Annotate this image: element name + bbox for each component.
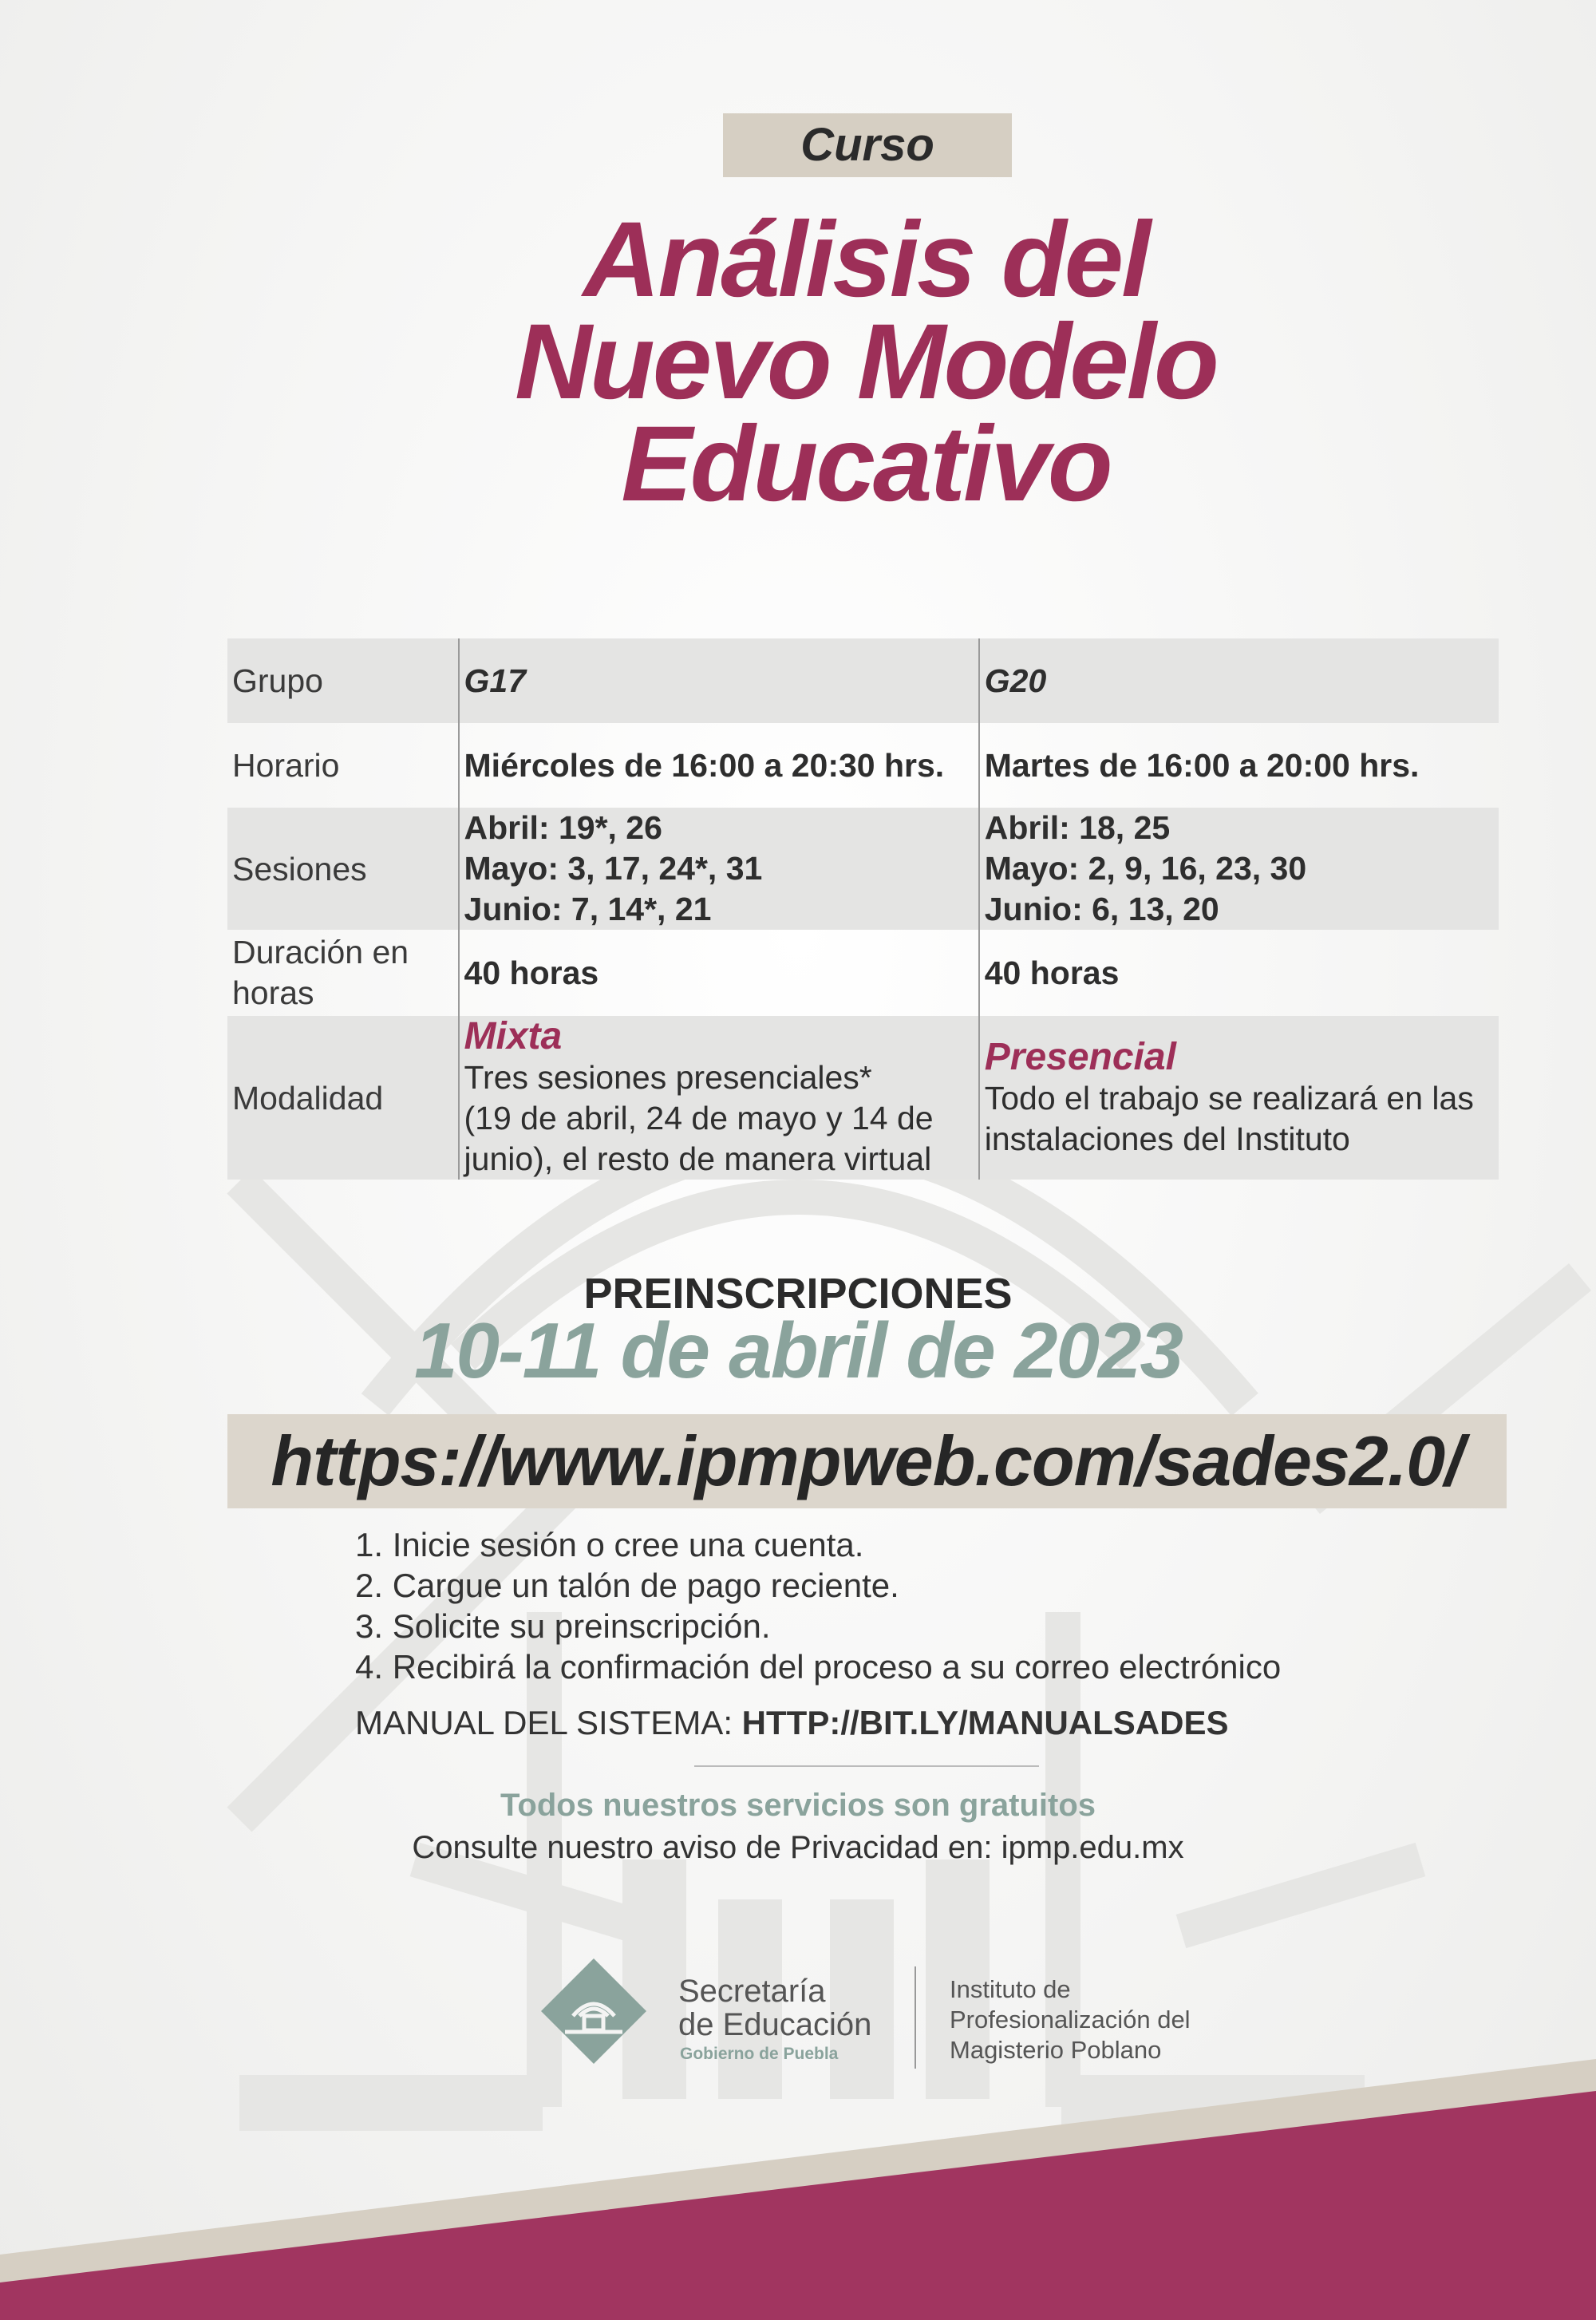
session-line: Mayo: 2, 9, 16, 23, 30: [984, 850, 1307, 887]
session-line: Abril: 18, 25: [984, 809, 1171, 846]
secretaria-line: de Educación: [678, 2007, 872, 2042]
session-line: Junio: 6, 13, 20: [984, 891, 1219, 927]
row-label-line: horas: [232, 974, 314, 1011]
session-line: Mayo: 3, 17, 24*, 31: [464, 850, 763, 887]
privacy-notice: Consulte nuestro aviso de Privacidad en: ipmp.edu.mx: [412, 1830, 1184, 1865]
modality-line: junio), el resto de manera virtual: [464, 1140, 932, 1177]
schedule-g17: Miércoles de 16:00 a 20:30 hrs.: [459, 723, 979, 808]
manual-label: MANUAL DEL SISTEMA:: [355, 1704, 742, 1741]
modality-title: Presencial: [984, 1035, 1176, 1078]
group-g20: G20: [979, 638, 1499, 723]
session-line: Junio: 7, 14*, 21: [464, 891, 712, 927]
list-item: 2. Cargue un talón de pago reciente.: [355, 1567, 899, 1604]
row-label-line: Duración en: [232, 934, 409, 970]
secretaria-line: Secretaría: [678, 1974, 826, 2009]
group-g17: G17: [459, 638, 979, 723]
title-line-3: Educativo: [621, 405, 1111, 524]
schedule-g20: Martes de 16:00 a 20:00 hrs.: [984, 746, 1420, 784]
title-line-1: Análisis del: [583, 200, 1149, 319]
title-line-2: Nuevo Modelo: [515, 302, 1217, 421]
preregistration-dates: 10-11 de abril de 2023: [414, 1306, 1182, 1394]
session-line: Abril: 19*, 26: [464, 809, 662, 846]
modality-line: Tres sesiones presenciales*: [464, 1059, 872, 1096]
list-item: 1. Inicie sesión o cree una cuenta.: [355, 1526, 864, 1563]
row-label: Grupo: [227, 638, 459, 723]
list-item: 4. Recibirá la confirmación del proceso a su correo electrónico: [355, 1648, 1282, 1686]
ipmp-line: Profesionalización del: [950, 2006, 1191, 2033]
duration-g20: 40 horas: [984, 954, 1120, 991]
ipmp-line: Instituto de: [950, 1975, 1071, 2003]
list-item: 3. Solicite su preinscripción.: [355, 1607, 771, 1645]
row-label: Modalidad: [227, 1016, 459, 1180]
duration-g17: 40 horas: [459, 930, 979, 1016]
modality-title: Mixta: [464, 1015, 563, 1057]
gobierno-label: Gobierno de Puebla: [680, 2045, 839, 2063]
course-tag: Curso: [723, 113, 1012, 177]
row-label: Sesiones: [227, 808, 459, 930]
row-label: Horario: [232, 747, 340, 784]
preregistration-heading: PREINSCRIPCIONES: [583, 1270, 1013, 1318]
modality-line: Todo el trabajo se realizará en las: [984, 1079, 1474, 1117]
manual-link[interactable]: HTTP://BIT.LY/MANUALSADES: [741, 1704, 1229, 1741]
modality-line: (19 de abril, 24 de mayo y 14 de: [464, 1100, 934, 1136]
registration-url-link[interactable]: https://www.ipmpweb.com/sades2.0/: [271, 1421, 1464, 1500]
ipmp-line: Magisterio Poblano: [950, 2036, 1162, 2064]
modality-line: instalaciones del Instituto: [984, 1120, 1350, 1157]
free-services-note: Todos nuestros servicios son gratuitos: [500, 1788, 1096, 1823]
